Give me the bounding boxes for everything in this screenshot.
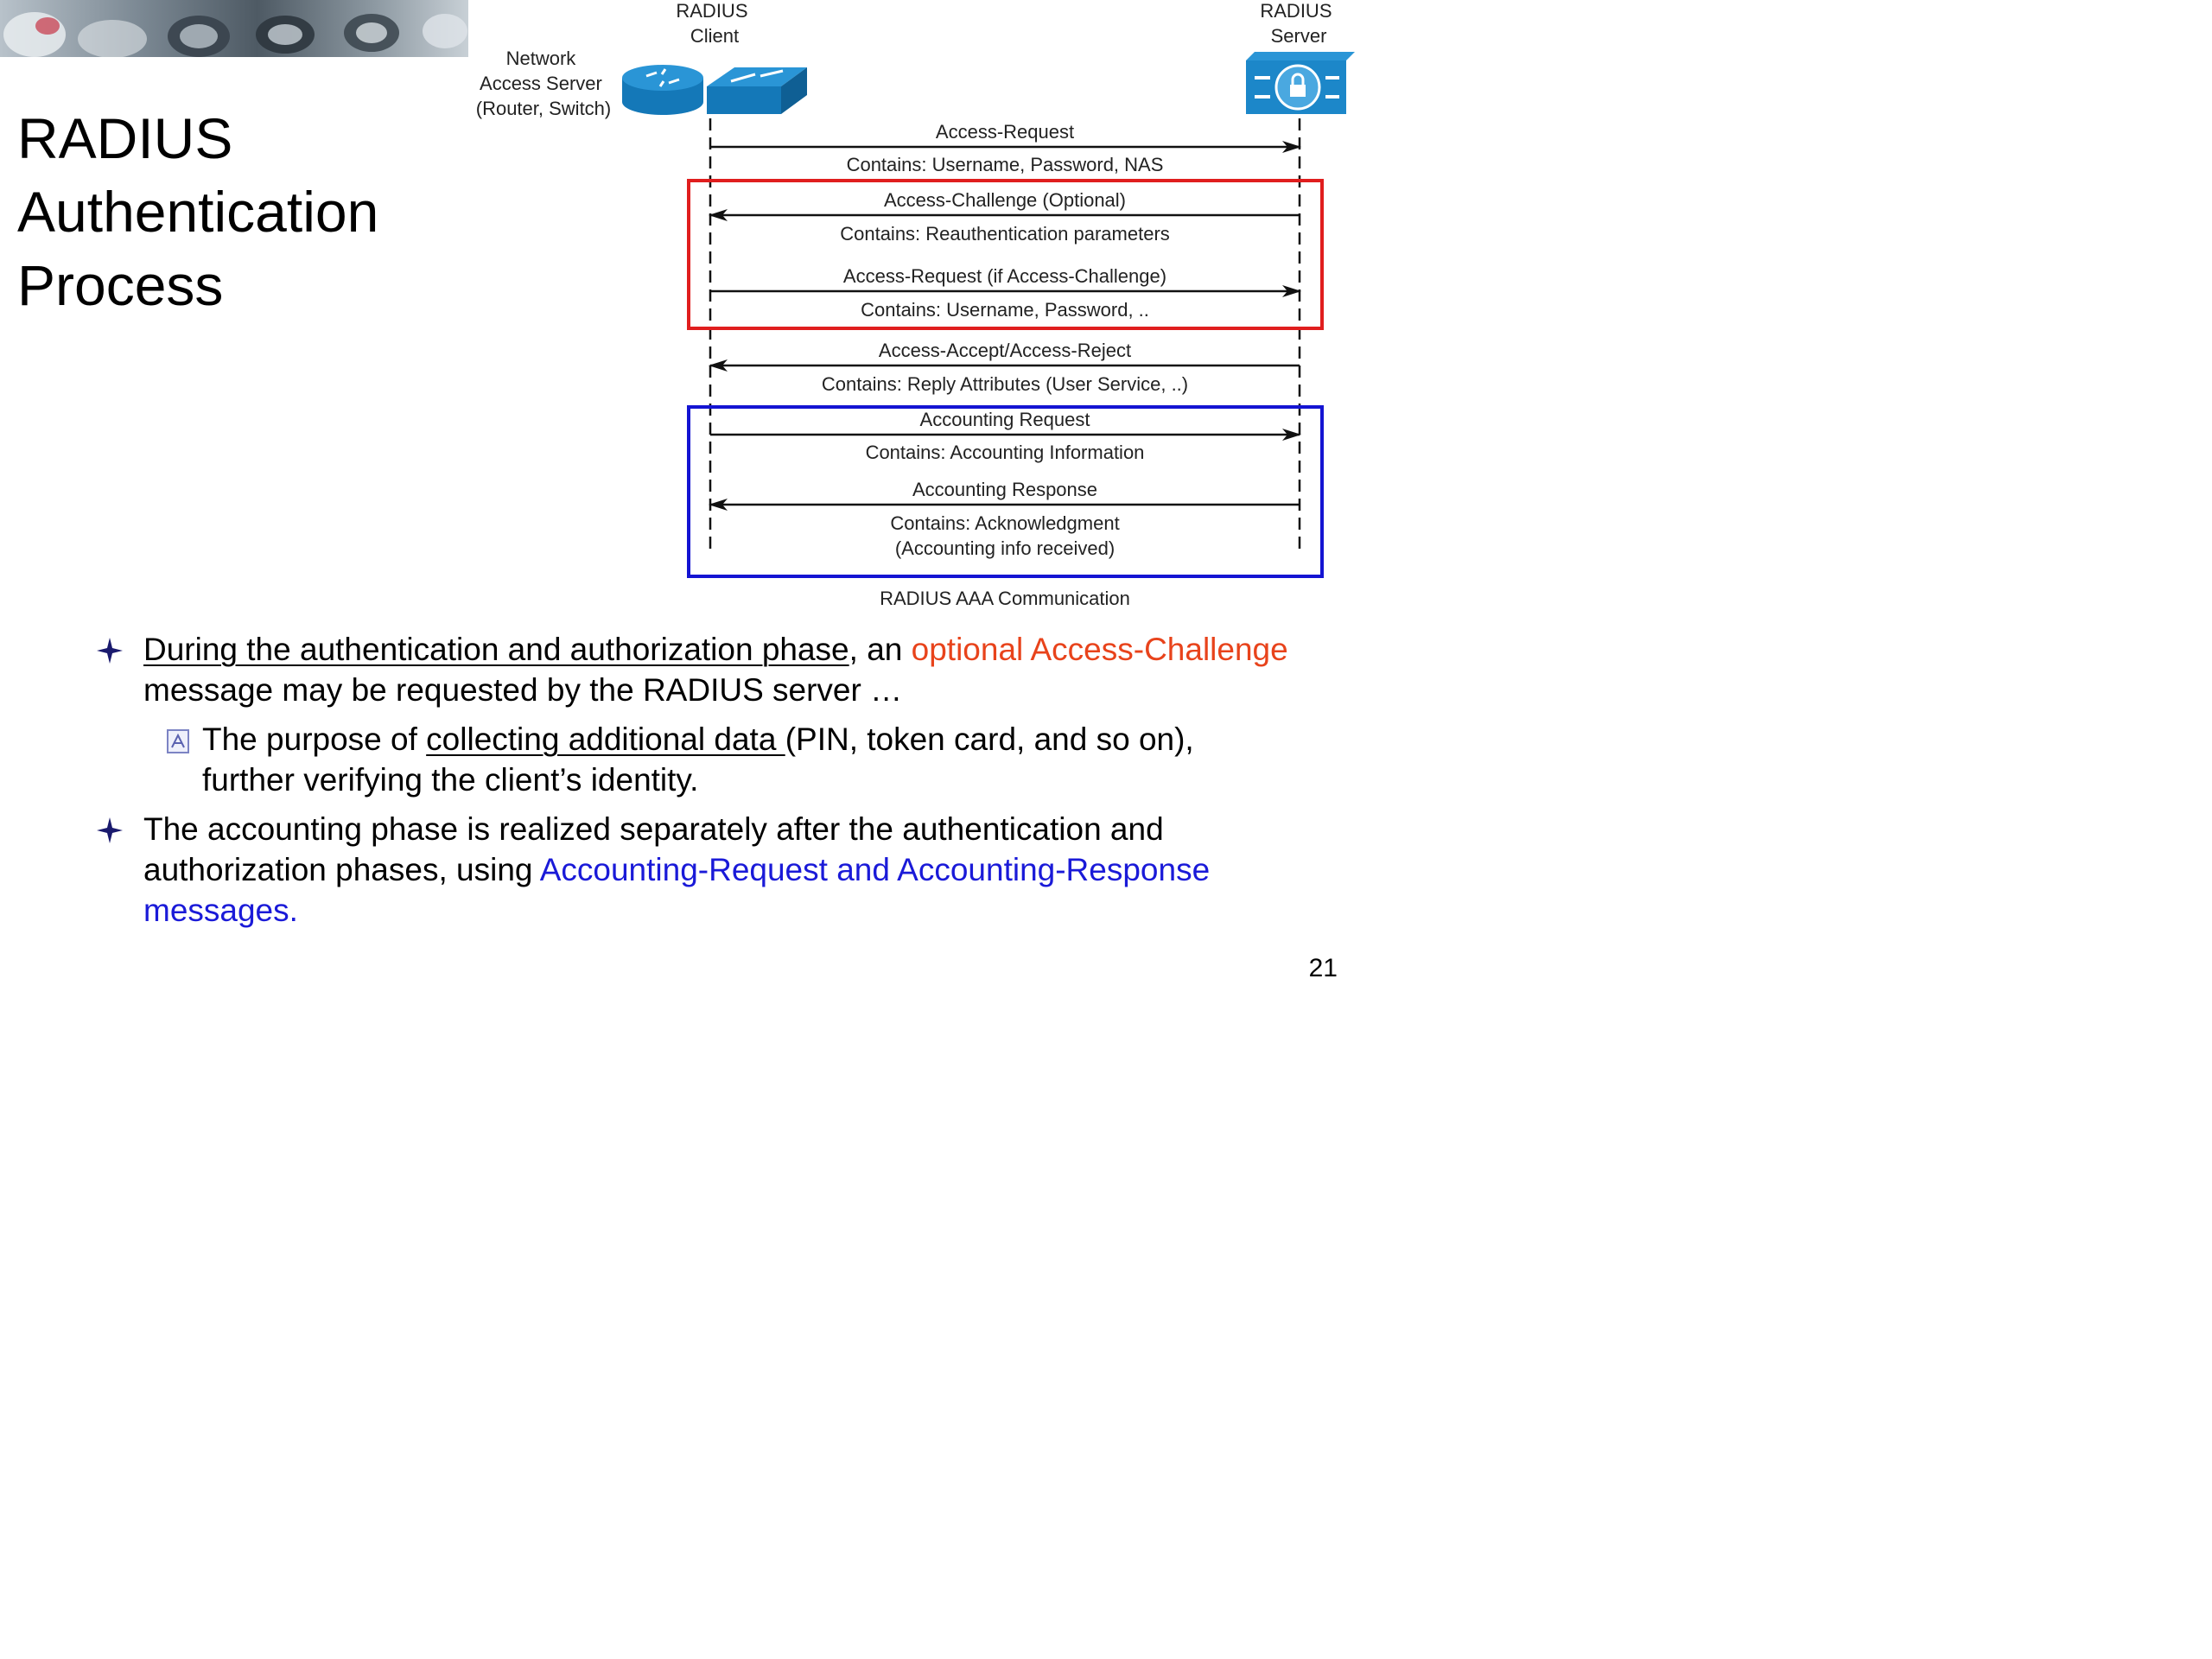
message-name: Accounting Response (912, 479, 1098, 500)
radius-client-label: RADIUS Client (676, 0, 748, 47)
aaa-server-icon (1246, 52, 1355, 114)
message-detail-line-2: (Accounting info received) (894, 537, 1116, 559)
router-icon (622, 65, 703, 115)
nas-label: Network Access Server (Router, Switch) (475, 48, 612, 119)
document-bullet-icon (166, 728, 190, 754)
message-detail: Contains: Username, Password, NAS (846, 154, 1164, 175)
underlined-text: During the authentication and authorization phase (143, 632, 849, 667)
message-detail: Contains: Acknowledgment (890, 512, 1120, 534)
sub-bullet-purpose (202, 719, 1291, 800)
bullet-text: The purpose of (202, 721, 427, 757)
message-name: Access-Accept/Access-Reject (878, 340, 1132, 361)
message-name: Accounting Request (919, 409, 1090, 430)
bullet-auth-challenge (143, 629, 1293, 710)
bullet-text: message may be requested by the RADIUS server … (143, 672, 903, 708)
switch-icon (707, 67, 807, 114)
message-detail: Contains: Reply Attributes (User Service, ..) (821, 373, 1189, 395)
diagram-caption: RADIUS AAA Communication (880, 588, 1130, 609)
underlined-text: collecting additional data (426, 721, 785, 757)
page-number: 21 (1308, 954, 1338, 982)
radius-sequence-diagram (0, 0, 1355, 622)
radius-server-label: RADIUS Server (1260, 0, 1332, 47)
bullet-text: , an (849, 632, 912, 667)
title-line-1: RADIUS (17, 106, 233, 170)
bullet-text: (PIN, token card, and so on), further verifying the client’s identity. (202, 721, 1194, 798)
title-line-3: Process (17, 253, 224, 317)
title-line-2: Authentication (17, 180, 379, 244)
message-detail: Contains: Reauthentication parameters (840, 223, 1170, 245)
message-detail: Contains: Accounting Information (865, 442, 1145, 463)
message-name: Access-Challenge (Optional) (883, 189, 1127, 211)
message-detail: Contains: Username, Password, .. (861, 299, 1149, 321)
message-name: Access-Request (if Access-Challenge) (842, 265, 1167, 287)
bullet-text: The accounting phase is realized separately after the authentication and authorization phases, using (143, 811, 1164, 887)
highlight-text: optional Access-Challenge (911, 632, 1288, 667)
highlight-text: Accounting-Request and Accounting-Response messages. (143, 852, 1211, 928)
message-name: Access-Request (935, 121, 1075, 143)
bullet-accounting-phase (143, 809, 1301, 931)
four-point-star-bullet-icon (95, 816, 124, 845)
four-point-star-bullet-icon (95, 636, 124, 665)
